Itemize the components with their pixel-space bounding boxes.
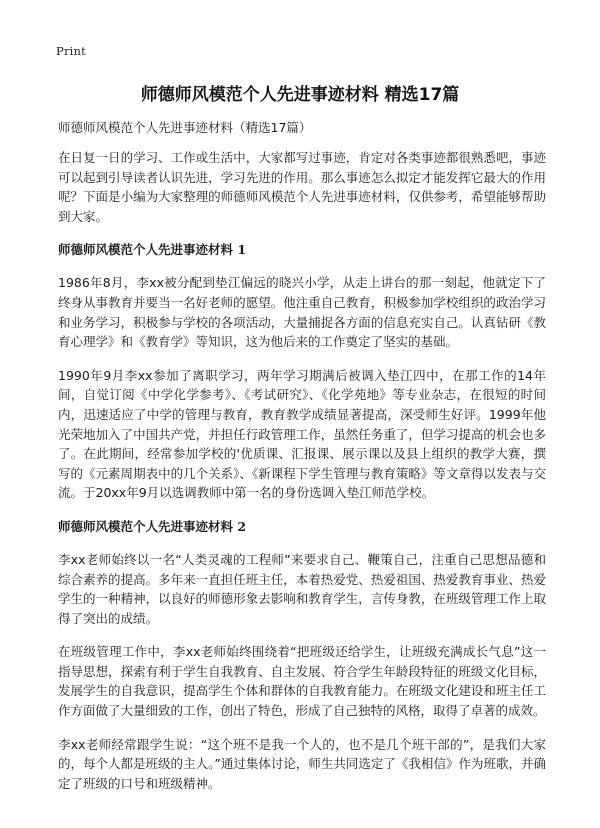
section-paragraph: 李xx老师始终以一名“人类灵魂的工程师”来要求自己、鞭策自己，注重自己思想品德和综合素养的提高。多年来一直担任班主任，本着热爱党、热爱祖国、热爱教育事业、热爱学生的一种精神，以良好的师德形象去影响和教育学生，言传身教，在班级管理工作上取得了突出的成绩。 — [58, 551, 546, 626]
section-paragraph: 在班级管理工作中，李xx老师始终围绕着“把班级还给学生，让班级充满成长气息”这一指导思想，探索有利于学生自我教育、自主发展、符合学生年龄段特征的班级文化目标，发展学生的自我意识，提高学生个体和群体的自我教育能力。在班级文化建设和班主任工作方面做了大量细致的工作，创出了特色，形成了自己独特的风格，取得了卓著的成效。 — [58, 644, 546, 719]
intro-paragraph: 在日复一日的学习、工作或生活中，大家都写过事迹，肯定对各类事迹都很熟悉吧，事迹可以起到引导读者认识先进，学习先进的作用。那么事迹怎么拟定才能发挥它最大的作用呢？下面是小编为大家整理的师德师风模范个人先进事迹材料，仅供参考，希望能够帮助到大家。 — [58, 150, 546, 224]
section-2 — [58, 517, 546, 794]
section-heading: 师德师风模范个人先进事迹材料 2 — [58, 518, 247, 534]
section-paragraph: 李xx老师经常跟学生说：“这个班不是我一个人的，也不是几个班干部的”，是我们大家的，每个人都是班级的主人。”通过集体讨论，师生共同选定了《我相信》作为班歌，并确定了班级的口号和班级精神。 — [58, 736, 546, 791]
print-label[interactable]: Print — [56, 44, 86, 58]
section-heading: 师德师风模范个人先进事迹材料 1 — [58, 242, 247, 258]
section-paragraph: 1986年8月，李xx被分配到垫江偏远的晓兴小学，从走上讲台的那一刻起，他就定下了终身从事教育并要当一名好老师的愿望。他注重自己教育，积极参加学校组织的政治学习和业务学习，积极参与学校的各项活动，大量捕捉各方面的信息充实自己。认真钻研《教育心理学》和《教育学》等知识，这为他后来的工作奠定了坚实的基础。 — [58, 275, 546, 350]
document-subtitle: 师德师风模范个人先进事迹材料（精选17篇） — [58, 120, 312, 135]
section-paragraph: 1990年9月李xx参加了离职学习，两年学习期满后被调入垫江四中，在那工作的14年间，自觉订阅《中学化学参考》、《考试研究》、《化学苑地》等专业杂志，在很短的时间内，迅速适应了中学的管理与教育，教育教学成绩显著提高，深受师生好评。1999年他光荣地加入了中国共产党，并担任行政管理工作，虽然任务重了，但学习提高的机会也多了。在此期间，经常参加学校的'优质课、汇报课、展示课以及县上组织的教学大赛，撰写的《元素周期表中的几个关系》、《新课程下学生管理与教育策略》等文章得以发表与交流。于20xx年9月以选调教师中第一名的身份选调入垫江师范学校。 — [58, 367, 546, 501]
document-body — [58, 118, 546, 807]
page-title: 师德师风模范个人先进事迹材料 精选17篇 — [140, 85, 460, 105]
section-1 — [58, 240, 546, 503]
